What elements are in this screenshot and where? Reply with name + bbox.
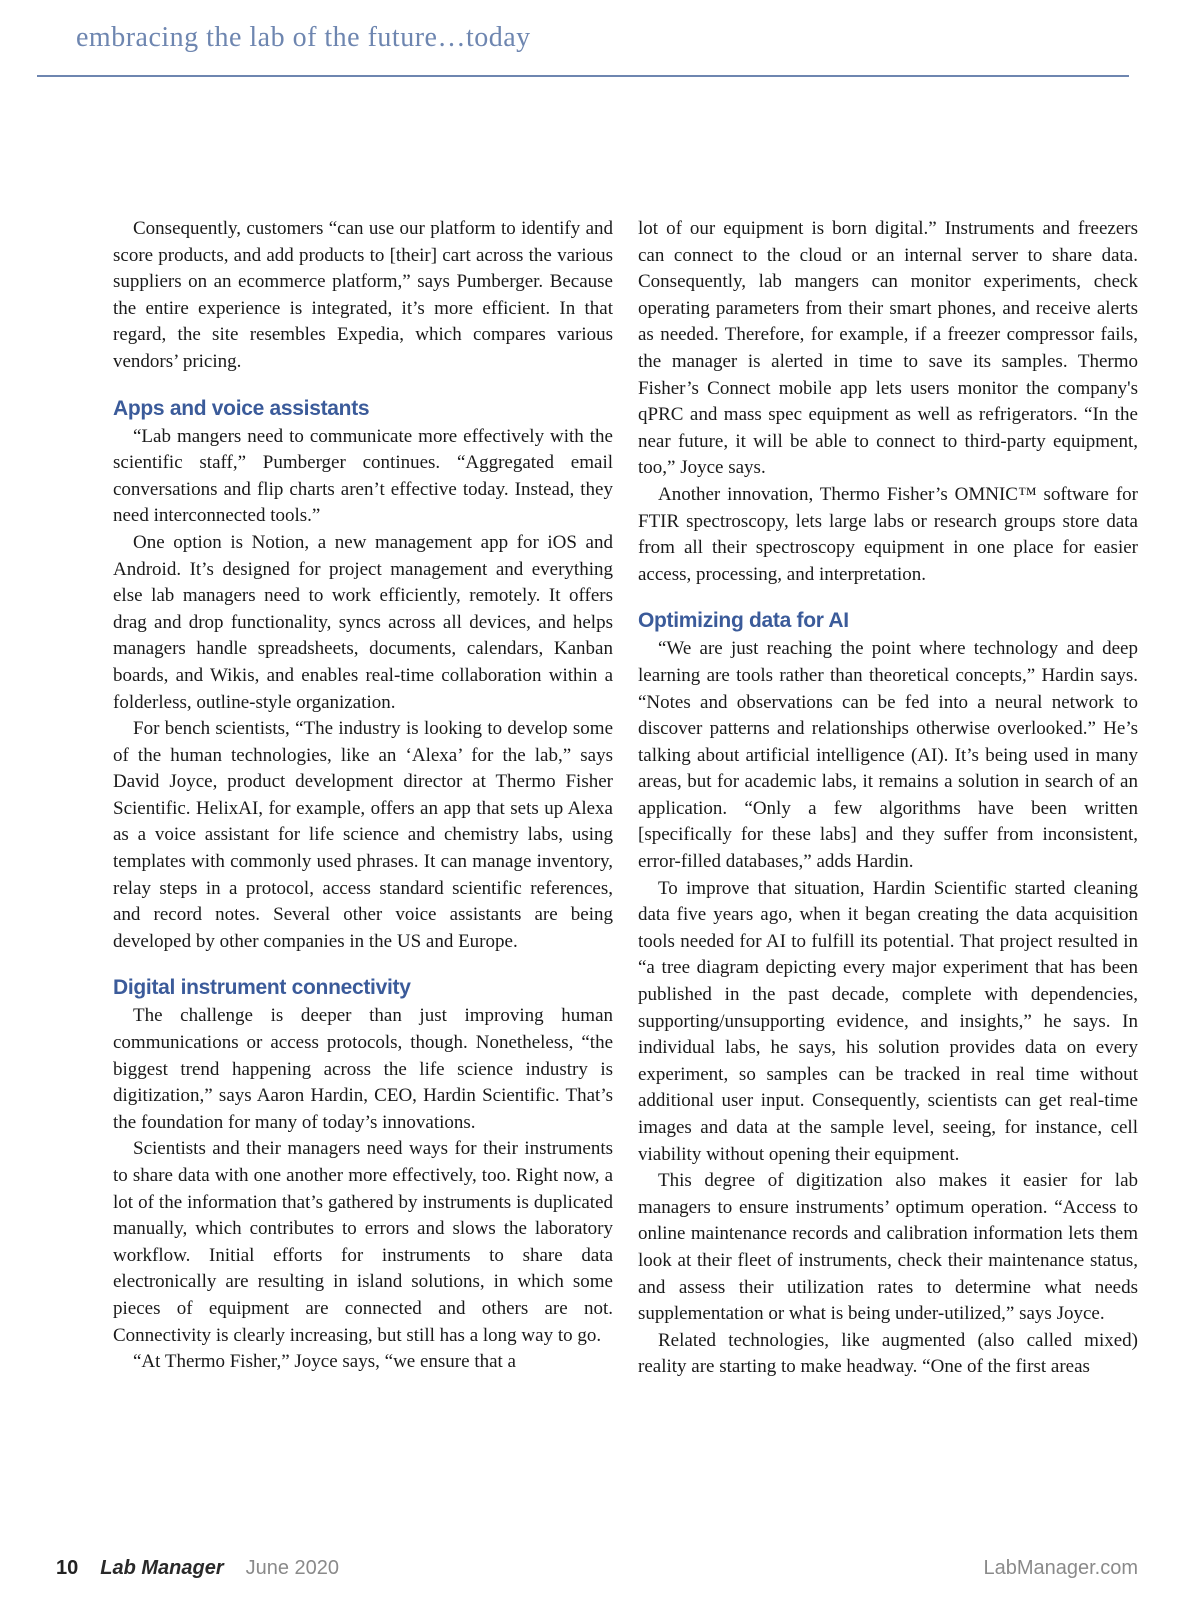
paragraph: Consequently, customers “can use our platform to identify and score products, and add products to [their] cart across the various suppliers on an ecommerce platform,” says Pumberger. Because the entire experience is integrated, it’s more efficient. In that regard, the site resembles Expedia, which compares various vendors’ pricing. [113, 218, 613, 372]
paragraph: “At Thermo Fisher,” Joyce says, “we ensure that a [133, 1351, 516, 1373]
section-heading-digital: Digital instrument connectivity [113, 976, 411, 1000]
paragraph: Related technologies, like augmented (also called mixed) reality are starting to make headway. “One of the first areas [638, 1329, 1138, 1378]
paragraph: The challenge is deeper than just improving human communications or access protocols, though. Nonetheless, “the biggest trend happening across the life science industry is digitization,” says Aaron Hardin, CEO, Hardin Scientific. That’s the foundation for many of today’s innovations. [113, 1005, 613, 1133]
running-header: embracing the lab of the future…today [76, 22, 531, 53]
header-divider [37, 75, 1129, 77]
paragraph: One option is Notion, a new management app for iOS and Android. It’s designed for project management and everything else lab managers need to work efficiently, remotely. It offers drag and drop functionality, syncs across all devices, and helps managers handle spreadsheets, documents, calendars, Kanban boards, and Wikis, and enables real-time collaboration within a folderless, outline-style organization. [113, 531, 613, 713]
paragraph: To improve that situation, Hardin Scientific started cleaning data five years ago, when it began creating the data acquisition tools needed for AI to fulfill its potential. That project resulted in “a tree diagram depicting every major experiment that has been published in the past decade, complete with dependencies, supporting/unsupporting evidence, and insights,” he says. In individual labs, he says, his solution provides data on every experiment, so samples can be tracked in real time without additional user input. Consequently, scientists can get real-time images and data at the sample level, seeing, for instance, cell viability without opening their equipment. [638, 877, 1138, 1165]
paragraph: “We are just reaching the point where technology and deep learning are tools rather than theoretical concepts,” Hardin says. “Notes and observations can be fed into a neural network to discover patterns and relationships otherwise overlooked.” He’s talking about artificial intelligence (AI). It’s being used in many areas, but for academic labs, it remains a solution in search of an application. “Only a few algorithms have been written [specifically for these labs] and they suffer from inconsistent, error-filled databases,” adds Hardin. [638, 638, 1138, 873]
page-number: 10 [56, 1557, 79, 1579]
website-link[interactable]: LabManager.com [983, 1557, 1138, 1579]
section-heading-apps: Apps and voice assistants [113, 396, 370, 420]
paragraph: This degree of digitization also makes it easier for lab managers to ensure instruments’ optimum operation. “Access to online maintenance records and calibration information lets them look at their fleet of instruments, check their maintenance status, and assess their utilization rates to determine what needs supplementation or what is being under-utilized,” says Joyce. [638, 1170, 1138, 1325]
page-footer [56, 1557, 339, 1580]
issue-date: June 2020 [245, 1557, 340, 1579]
right-column [638, 216, 1138, 1381]
magazine-name: Lab Manager [100, 1557, 224, 1579]
paragraph: lot of our equipment is born digital.” Instruments and freezers can connect to the cloud or an internal server to share data. Consequently, lab mangers can monitor experiments, check operating parameters from their smart phones, and receive alerts as needed. Therefore, for example, if a freezer compressor fails, the manager is alerted in time to save its samples. Thermo Fisher’s Connect mobile app lets users monitor the company's qPRC and mass spec equipment as well as refrigerators. “In the near future, it will be able to connect to third-party equipment, too,” Joyce says. [638, 218, 1138, 479]
section-heading-ai: Optimizing data for AI [638, 609, 849, 633]
paragraph: “Lab mangers need to communicate more effectively with the scientific staff,” Pumberger continues. “Aggregated email conversations and flip charts aren’t effective today. Instead, they need interconnected tools.” [113, 425, 613, 527]
paragraph: Another innovation, Thermo Fisher’s OMNIC™ software for FTIR spectroscopy, lets large labs or research groups store data from all their spectroscopy equipment in one place for easier access, processing, and interpretation. [638, 483, 1138, 585]
left-column [113, 216, 613, 1376]
paragraph: Scientists and their managers need ways for their instruments to share data with one another more effectively, too. Right now, a lot of the information that’s gathered by instruments is duplicated manually, which contributes to errors and slows the laboratory workflow. Initial efforts for instruments to share data electronically are resulting in island solutions, in which some pieces of equipment are connected and others are not. Connectivity is clearly increasing, but still has a long way to go. [113, 1138, 613, 1346]
paragraph: For bench scientists, “The industry is looking to develop some of the human technologies, like an ‘Alexa’ for the lab,” says David Joyce, product development director at Thermo Fisher Scientific. HelixAI, for example, offers an app that sets up Alexa as a voice assistant for life science and chemistry labs, using templates with commonly used phrases. It can manage inventory, relay steps in a protocol, access standard scientific references, and record notes. Several other voice assistants are being developed by other companies in the US and Europe. [113, 718, 613, 952]
